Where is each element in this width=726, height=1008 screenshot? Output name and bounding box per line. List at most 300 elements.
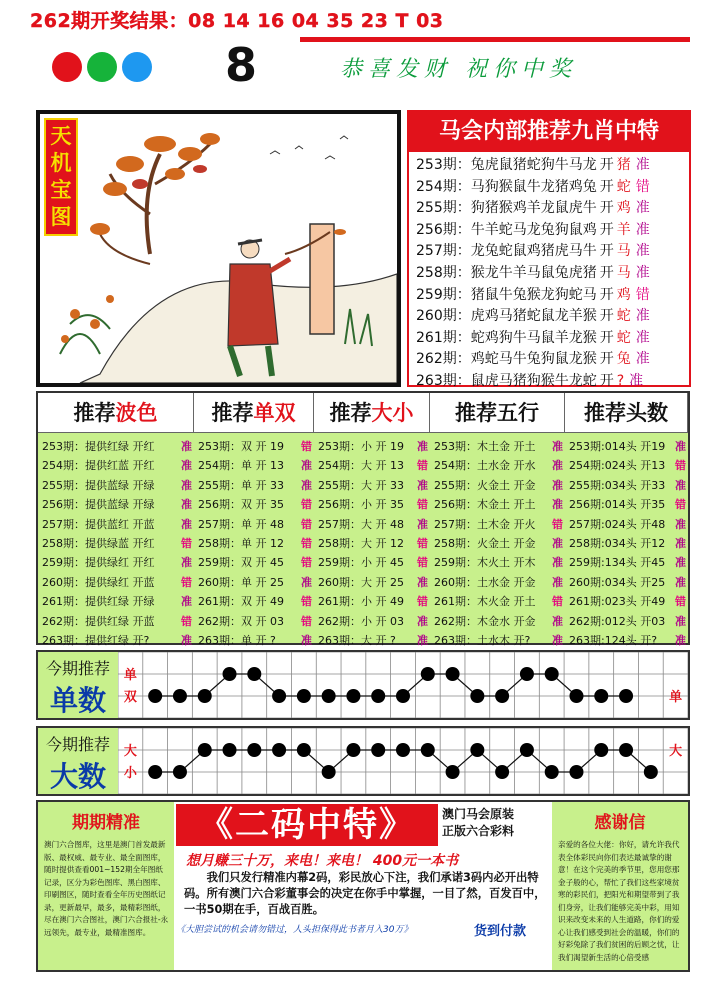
row-zodiacs: 兔虎鼠猪蛇狗牛马龙 [470, 157, 597, 173]
row-result: 错 [635, 178, 650, 195]
column-header-prefix: 推荐五行 [455, 401, 539, 425]
row-special: 马 [616, 265, 631, 281]
grid-row [434, 456, 563, 475]
trend-dot [297, 689, 311, 703]
footer-note: 《大胆尝试的机会请勿错过，人头担保得此书者月入30万》 [176, 925, 413, 935]
grid-row-result: 准 [675, 517, 686, 531]
grid-row-result: 准 [675, 556, 686, 570]
grid-row-result: 准 [417, 440, 428, 453]
row-zodiacs: 牛羊蛇马龙兔狗鼠鸡 [470, 221, 597, 238]
grid-row-text: 253期:014头 开19 [569, 440, 666, 453]
row-open: 开 [599, 200, 614, 217]
grid-row-result: 准 [552, 556, 563, 570]
grid-row [42, 553, 192, 572]
row-period: 255期： [416, 200, 471, 217]
row-period: 260期： [416, 308, 471, 325]
grid-row [569, 534, 686, 553]
row-zodiacs: 蛇鸡狗牛马鼠羊龙猴 [470, 329, 597, 346]
row-open: 开 [599, 178, 614, 195]
grid-row [434, 631, 563, 650]
nine-zodiac-row [416, 349, 686, 371]
trend-dot [223, 667, 237, 681]
grid-row-text: 253期：木土金 开土 [434, 440, 536, 453]
row-special: 马 [616, 243, 631, 260]
grid-row-result: 错 [301, 595, 312, 609]
grid-row [318, 573, 428, 592]
grid-row-text: 260期：土水金 开金 [434, 575, 536, 589]
grid-row-text: 253期：提供红绿 开红 [42, 440, 155, 453]
grid-row [318, 631, 428, 650]
grid-row-text: 261期：小 开 49 [318, 595, 404, 609]
grid-row-result: 准 [675, 478, 686, 492]
trend-bottom-label: 小 [123, 766, 137, 781]
grid-row [318, 476, 428, 495]
trend-dot [247, 743, 261, 757]
grid-row [198, 515, 312, 534]
grid-row [198, 534, 312, 553]
grid-row-result: 准 [181, 517, 192, 531]
grid-row-result: 准 [417, 614, 428, 628]
grid-row [42, 612, 192, 631]
row-result: 准 [635, 221, 650, 238]
picture-title [44, 118, 78, 236]
grid-row-result: 准 [181, 459, 192, 473]
grid-row-text: 254期:024头 开13 [569, 459, 666, 473]
grid-row-text: 263期：土水木 开? [434, 634, 531, 647]
blue-ball [122, 52, 152, 82]
grid-row-text: 258期:034头 开12 [569, 537, 666, 550]
trend-dot [371, 743, 385, 757]
grid-row [569, 476, 686, 495]
trend-dot [297, 743, 311, 757]
nine-zodiac-title: 马会内部推荐九肖中特 [409, 112, 689, 152]
grid-row-result: 错 [417, 537, 428, 550]
trend-dot [173, 765, 187, 779]
grid-row-result: 准 [417, 634, 428, 647]
grid-row [198, 495, 312, 514]
trend-label-top: 今期推荐 [45, 735, 110, 754]
grid-row [434, 495, 563, 514]
row-result: 准 [635, 243, 650, 260]
grid-row-result: 准 [552, 478, 563, 492]
row-special: 猪 [616, 157, 631, 173]
grid-row-result: 准 [552, 440, 563, 453]
trend-end-label: 大 [669, 744, 683, 759]
grid-row [318, 437, 428, 456]
row-period: 262期： [416, 351, 471, 368]
trend-dot [569, 689, 583, 703]
grid-row-text: 255期：火金土 开金 [434, 478, 536, 492]
grid-row-text: 257期:024头 开48 [569, 517, 666, 531]
grid-row [318, 515, 428, 534]
row-period: 257期： [416, 243, 471, 260]
grid-row-text: 259期:134头 开45 [569, 556, 666, 570]
row-special: 羊 [616, 221, 631, 238]
grid-row [569, 592, 686, 611]
grid-row-result: 准 [301, 575, 312, 589]
grid-row [198, 573, 312, 592]
grid-row-text: 258期：提供绿蓝 开红 [42, 537, 155, 550]
grid-row-result: 错 [181, 537, 192, 550]
grid-row-text: 260期：单 开 25 [198, 575, 284, 589]
grid-row-result: 准 [675, 575, 686, 589]
grid-row-text: 260期:034头 开25 [569, 575, 666, 589]
grid-row [42, 573, 192, 592]
trend-dot [173, 689, 187, 703]
grid-row-text: 256期：木金土 开土 [434, 498, 536, 512]
grid-row [318, 553, 428, 572]
trend-dot [346, 743, 360, 757]
grid-row-result: 准 [301, 459, 312, 473]
grid-row-result: 准 [301, 634, 312, 647]
grid-row-text: 261期：提供红绿 开绿 [42, 595, 155, 609]
trend-dot [198, 743, 212, 757]
trend-dot [545, 667, 559, 681]
column-header-prefix: 推荐 [329, 401, 372, 425]
row-result: 准 [635, 329, 650, 346]
trend-dot [520, 667, 534, 681]
row-special: 蛇 [616, 329, 631, 346]
grid-row [569, 631, 686, 650]
grid-row [42, 476, 192, 495]
grid-row-text: 254期：土水金 开水 [434, 459, 536, 473]
row-result: 准 [635, 200, 650, 217]
trend-label-top: 今期推荐 [45, 659, 110, 678]
left-panel [38, 802, 174, 970]
grid-row-result: 错 [675, 498, 686, 512]
grid-row [434, 592, 563, 611]
grid-row [434, 476, 563, 495]
grid-row-text: 259期：小 开 45 [318, 556, 404, 570]
grid-row-text: 261期：木火金 开土 [434, 595, 536, 609]
grid-row-result: 准 [552, 459, 563, 473]
right-panel-title: 感谢信 [594, 813, 646, 833]
grid-row-text: 262期：木金水 开金 [434, 614, 536, 628]
grid-row-result: 准 [675, 537, 686, 550]
row-open: 开 [599, 373, 614, 389]
grid-row-text: 259期：提供绿红 开红 [42, 556, 155, 570]
grid-row-result: 准 [552, 537, 563, 550]
grid-row-text: 253期：双 开 19 [198, 440, 284, 453]
row-period: 256期： [416, 221, 471, 238]
row-zodiacs: 马狗猴鼠牛龙猪鸡兔 [470, 178, 597, 195]
grid-row-result: 错 [675, 459, 686, 473]
column-header-prefix: 推荐 [73, 401, 116, 425]
grid-row-text: 263期：提供红绿 开? [42, 634, 150, 647]
trend-dot [322, 765, 336, 779]
grid-row [318, 612, 428, 631]
column-header [565, 393, 688, 433]
trend-dot [644, 765, 658, 779]
grid-row-result: 错 [301, 614, 312, 628]
row-special: 兔 [616, 351, 631, 368]
grid-row-text: 261期：双 开 49 [198, 595, 284, 609]
grid-row-result: 准 [181, 595, 192, 609]
grid-row-text: 263期：大 开 ? [318, 634, 396, 647]
grid-row-result: 错 [301, 556, 312, 570]
row-open: 开 [599, 243, 614, 260]
grid-row-result: 准 [417, 575, 428, 589]
trend-dot [495, 765, 509, 779]
grid-row-result: 准 [417, 517, 428, 531]
cash-on-delivery: 货到付款 [474, 924, 527, 939]
grid-row-result: 准 [552, 498, 563, 512]
grid-row-result: 准 [301, 478, 312, 492]
green-ball [87, 52, 117, 82]
grid-row-result: 错 [181, 575, 192, 589]
row-zodiacs: 猪鼠牛兔猴龙狗蛇马 [470, 286, 597, 303]
grid-row-result: 准 [417, 478, 428, 492]
row-special: 蛇 [616, 308, 631, 325]
nine-zodiac-row [416, 285, 686, 307]
grid-row [569, 573, 686, 592]
grid-row-result: 准 [181, 556, 192, 570]
title-char: 天 [50, 123, 72, 148]
row-open: 开 [599, 286, 614, 303]
trend-end-label: 单 [669, 690, 683, 705]
row-zodiacs: 虎鸡马猪蛇鼠龙羊猴 [470, 308, 597, 325]
header-rule [300, 37, 690, 42]
grid-row-text: 257期：单 开 48 [198, 517, 284, 531]
row-open: 开 [599, 157, 614, 173]
grid-row-text: 258期：大 开 12 [318, 537, 404, 550]
grid-row [42, 534, 192, 553]
grid-row-result: 错 [301, 440, 312, 453]
trend-dot [322, 689, 336, 703]
side-caption-2: 正版六合彩料 [442, 824, 515, 838]
column-header-keyword: 大小 [371, 401, 414, 425]
grid-row-text: 255期：大 开 33 [318, 478, 404, 492]
scholar-illustration [40, 114, 397, 383]
trend-label [38, 728, 118, 794]
grid-row-result: 准 [552, 614, 563, 628]
grid-row-result: 准 [552, 575, 563, 589]
trend-dot [346, 689, 360, 703]
grid-row-text: 262期：提供红绿 开蓝 [42, 614, 155, 628]
grid-row [42, 631, 192, 650]
row-result: 准 [635, 157, 650, 173]
trend-label-main: 大数 [49, 760, 106, 793]
grid-row [569, 437, 686, 456]
row-special: ? [616, 373, 625, 389]
column-header [38, 393, 194, 433]
row-zodiacs: 龙兔蛇鼠鸡猪虎马牛 [470, 243, 597, 260]
row-period: 261期： [416, 329, 471, 346]
grid-row [318, 592, 428, 611]
grid-row-result: 错 [552, 517, 563, 531]
grid-row-result: 准 [675, 614, 686, 628]
grid-row [318, 534, 428, 553]
trend-dot [470, 689, 484, 703]
title-char: 机 [50, 150, 72, 175]
trend-top-label: 大 [123, 744, 137, 759]
row-result: 准 [635, 265, 650, 281]
row-special: 鸡 [616, 200, 631, 217]
issue-number: 8 [225, 38, 258, 92]
grid-row [434, 612, 563, 631]
row-result: 错 [635, 286, 650, 303]
row-period: 254期： [416, 178, 471, 195]
left-panel-title: 期期精准 [72, 813, 140, 833]
grid-row-text: 254期：单 开 13 [198, 459, 284, 473]
grid-row-result: 错 [552, 595, 563, 609]
row-special: 蛇 [616, 178, 631, 195]
grid-row [42, 495, 192, 514]
grid-row [569, 553, 686, 572]
nine-zodiac-row [416, 328, 686, 350]
nine-zodiac-row [416, 371, 686, 393]
column-header [194, 393, 314, 433]
grid-row [42, 592, 192, 611]
promo-text: 我们只发行精准内幕2码，彩民放心下注，我们承诺3码内必开出特码。所有澳门六合彩董事会的决定在你手中掌握，一目了然，百发百中，一书50期在手，百战百胜。 [184, 871, 546, 916]
grid-row-result: 错 [417, 459, 428, 473]
grid-row-result: 准 [181, 634, 192, 647]
row-open: 开 [599, 329, 614, 346]
column-header-keyword: 单双 [253, 401, 296, 425]
grid-row [434, 437, 563, 456]
grid-row-text: 258期：单 开 12 [198, 537, 284, 550]
grid-row [434, 515, 563, 534]
row-period: 259期： [416, 286, 471, 303]
trend-dot [569, 765, 583, 779]
row-result: 准 [629, 373, 644, 389]
trend-dot [446, 667, 460, 681]
result-header: 262期开奖结果：08 14 16 04 35 23 T 03 [30, 10, 444, 32]
row-result: 准 [635, 351, 650, 368]
trend-dot [396, 743, 410, 757]
grid-row [42, 456, 192, 475]
right-panel-text: 亲爱的各位大佬：你好，请允许我代表全体彩民向你们表达最诚挚的谢意！在这个完美的季节里，您用您那金子般的心，帮忙了我们这些家境贫寒的彩民们，把阳光和期望带到了我们身旁，让我们能够完美中彩，用知识来改变未来的人生道路，你们的爱心让我们感受到社会的温暖，你们的好彩兔除了我们贫困的后顾之忧，让我们渴望新生活的心倍受感 [558, 840, 680, 962]
column-header-prefix: 推荐头数 [584, 401, 668, 425]
nine-zodiac-row [416, 177, 686, 199]
column-header [430, 393, 565, 433]
grid-row-text: 260期：大 开 25 [318, 575, 404, 589]
grid-row-result: 错 [417, 556, 428, 570]
grid-row-text: 253期：小 开 19 [318, 440, 404, 453]
title-char: 宝 [50, 177, 72, 202]
column-header [314, 393, 430, 433]
trend-dot [594, 689, 608, 703]
grid-row-text: 255期：提供蓝绿 开绿 [42, 478, 155, 492]
grid-row [198, 553, 312, 572]
trend-dot [396, 689, 410, 703]
grid-row-text: 262期：小 开 03 [318, 614, 404, 628]
trend-dot [495, 689, 509, 703]
trend-dot [198, 689, 212, 703]
row-period: 253期： [416, 157, 471, 173]
trend-top-label: 单 [123, 668, 137, 683]
trend-bottom-label: 双 [123, 690, 137, 705]
trend-dot [247, 667, 261, 681]
promo-line: 想月赚三十万，来电！来电！ 400元一本书 [186, 853, 459, 869]
grid-row-text: 256期：提供蓝绿 开绿 [42, 498, 155, 512]
grid-row-result: 准 [181, 440, 192, 453]
trend-label [38, 652, 118, 718]
grid-row-text: 255期：单 开 33 [198, 478, 284, 492]
grid-row [434, 573, 563, 592]
slogan: 恭喜发财 祝你中奖 [340, 57, 577, 82]
right-panel [552, 802, 688, 970]
trend-dot [371, 689, 385, 703]
trend-dot [470, 743, 484, 757]
grid-row-text: 255期:034头 开33 [569, 478, 666, 492]
row-zodiacs: 鼠虎马猪狗猴牛龙蛇 [470, 373, 597, 389]
grid-row [318, 456, 428, 475]
column-header-prefix: 推荐 [211, 401, 254, 425]
grid-row [569, 515, 686, 534]
grid-row-text: 259期：双 开 45 [198, 556, 284, 570]
row-zodiacs: 鸡蛇马牛兔狗鼠龙猴 [470, 351, 597, 368]
side-caption [442, 806, 514, 840]
grid-row-text: 262期：双 开 03 [198, 614, 284, 628]
trend-dot [272, 743, 286, 757]
trend-dot [619, 689, 633, 703]
grid-row [42, 515, 192, 534]
title-char: 图 [50, 204, 72, 229]
two-code-banner: 《二码中特》 [176, 804, 438, 846]
row-period: 258期： [416, 265, 471, 281]
grid-row [318, 495, 428, 514]
trend-dot [545, 765, 559, 779]
grid-row-text: 256期:014头 开35 [569, 498, 666, 512]
grid-row-result: 错 [675, 595, 686, 609]
column-header-keyword: 波色 [115, 401, 158, 425]
grid-row [198, 631, 312, 650]
grid-row-text: 263期：单 开 ? [198, 634, 276, 647]
grid-row-text: 256期：小 开 35 [318, 498, 404, 512]
row-open: 开 [599, 221, 614, 238]
nine-zodiac-row [416, 241, 686, 263]
trend-dot [520, 743, 534, 757]
grid-row-text: 257期：土木金 开火 [434, 517, 536, 531]
row-zodiacs: 狗猪猴鸡羊龙鼠虎牛 [470, 200, 597, 217]
trend-dot [148, 689, 162, 703]
grid-row-result: 准 [181, 498, 192, 512]
grid-row [434, 534, 563, 553]
grid-row-result: 错 [417, 595, 428, 609]
grid-row-result: 准 [181, 478, 192, 492]
row-open: 开 [599, 265, 614, 281]
grid-row [569, 612, 686, 631]
grid-row [569, 456, 686, 475]
grid-row-result: 错 [417, 498, 428, 512]
trend-dot [421, 667, 435, 681]
grid-row [198, 612, 312, 631]
nine-zodiac-row [416, 306, 686, 328]
side-caption-1: 澳门马会原装 [442, 807, 515, 821]
grid-row-text: 262期:012头 开03 [569, 614, 666, 628]
odd-even-chart [118, 652, 688, 718]
grid-row-result: 错 [301, 498, 312, 512]
grid-row-text: 259期：木火土 开木 [434, 556, 536, 570]
nine-zodiac-row [416, 263, 686, 285]
grid-row-text: 257期：提供蓝红 开蓝 [42, 517, 155, 531]
row-special: 鸡 [616, 286, 631, 303]
nine-zodiac-row [416, 220, 686, 242]
grid-row [569, 495, 686, 514]
left-panel-text: 澳门六合图库，这里是澳门首发最新版、最权威、最专业、最全面图库，随时提供查看001~152期全年图纸记录，区分为彩色图库、黑白图库、印刷图区，随时查看全年历史图纸记录，更新最早，最多，最精彩图纸，尽在澳门六合图社，澳门六合报社-永远领先，最专业，最精准图库。 [44, 840, 169, 937]
grid-row-text: 261期:023头 开49 [569, 595, 666, 609]
grid-row-result: 准 [675, 440, 686, 453]
grid-row-text: 263期:124头 开? [569, 634, 658, 647]
nine-zodiac-row [416, 198, 686, 220]
grid-row-result: 错 [301, 517, 312, 531]
grid-row [434, 553, 563, 572]
grid-row-text: 260期：提供绿红 开蓝 [42, 575, 155, 589]
picture-frame [36, 110, 401, 387]
grid-row [198, 456, 312, 475]
grid-row [198, 592, 312, 611]
